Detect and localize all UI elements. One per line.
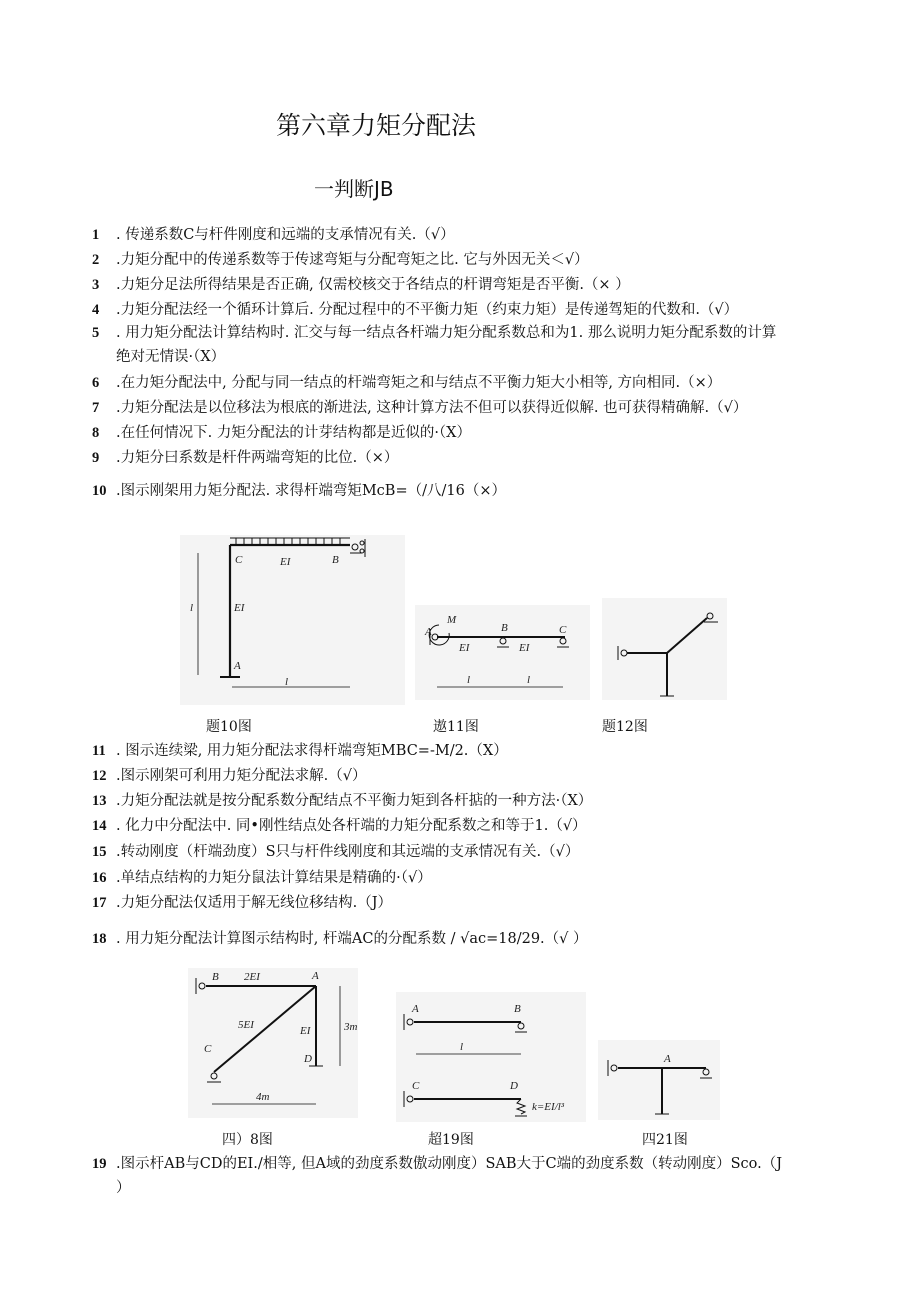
figure-background xyxy=(180,535,405,705)
question-number: 10 xyxy=(92,483,107,499)
figure-background xyxy=(415,605,590,700)
question-4 xyxy=(92,301,738,319)
question-13 xyxy=(92,792,592,810)
question-15 xyxy=(92,843,579,861)
question-8 xyxy=(92,424,471,442)
label-a: A xyxy=(664,1053,671,1065)
question-14 xyxy=(92,817,587,835)
label-5ei: 5EI xyxy=(238,1019,254,1031)
caption-fig18: 四）8图 xyxy=(222,1132,273,1148)
question-17 xyxy=(92,894,392,912)
question-number: 19 xyxy=(92,1156,107,1172)
caption-fig10: 题10图 xyxy=(206,719,252,735)
label-l-height: l xyxy=(190,602,194,614)
chapter-title: 第六章力矩分配法 xyxy=(276,111,477,140)
label-2ei: 2EI xyxy=(244,971,260,983)
figure-12 xyxy=(602,598,727,700)
question-1 xyxy=(92,226,455,244)
question-text: .单结点结构的力矩分鼠法计算结果是精确的·（√） xyxy=(116,870,432,886)
question-text: . 用力矩分配法计算结构时. 汇交与每一结点各杆端力矩分配系数总和为1. 那么说明力矩分配系数的计算 xyxy=(116,325,777,341)
question-19 xyxy=(92,1155,822,1197)
question-number: 1 xyxy=(92,227,100,243)
label-3m: 3m xyxy=(344,1021,358,1033)
question-text: .力矩分配法经一个循环计算后. 分配过程中的不平衡力矩（约束力矩）是传递驾矩的代数和.（√） xyxy=(116,302,739,318)
question-number: 15 xyxy=(92,844,107,860)
question-text: .力矩分配中的传递系数等于传逑弯矩与分配弯矩之比. 它与外因无关＜√） xyxy=(116,252,589,268)
label-ei-beam: EI xyxy=(280,556,291,568)
label-b: B xyxy=(212,971,219,983)
question-3 xyxy=(92,276,630,294)
question-text: . 化力中分配法中. 同•刚性结点处各杆端的力矩分配系数之和等于1.（√） xyxy=(116,818,587,834)
question-number: 7 xyxy=(92,400,100,416)
question-text: .图示杆AB与CD的EI./相等, 但A域的劲度系数傲动刚度）SAB大于C端的劲度系数（转动刚度）Sco.（J xyxy=(116,1156,783,1172)
figure-background xyxy=(188,968,358,1118)
question-number: 8 xyxy=(92,425,100,441)
label-a: A xyxy=(312,970,319,982)
label-a: A xyxy=(412,1003,419,1015)
question-text: .力矩分配法就是按分配系数分配结点不平衡力矩到各杆掂的一种方法·（X） xyxy=(116,793,593,809)
label-l-width: l xyxy=(285,676,289,688)
question-11 xyxy=(92,742,508,760)
label-c: C xyxy=(235,554,243,566)
question-text: .力矩分配法是以位移法为根底的渐进法, 这种计算方法不但可以获得近似解. 也可获得精确解.（√） xyxy=(116,400,748,416)
label-l-ab: l xyxy=(467,674,471,686)
figure-18 xyxy=(188,968,358,1118)
question-18 xyxy=(92,930,588,948)
question-number: 12 xyxy=(92,768,107,784)
label-d: D xyxy=(510,1080,518,1092)
question-text: . 传递系数C与杆件刚度和远端的支承情况有关.（√） xyxy=(116,227,455,243)
question-number: 6 xyxy=(92,375,100,391)
question-number: 18 xyxy=(92,931,107,947)
question-text: .在任何情况下. 力矩分配法的计芽结构都是近似的·（X） xyxy=(116,425,472,441)
question-16 xyxy=(92,869,432,887)
question-9 xyxy=(92,449,398,467)
label-ei-ab: EI xyxy=(459,642,470,654)
label-b: B xyxy=(514,1003,521,1015)
question-number: 13 xyxy=(92,793,107,809)
figure-19 xyxy=(396,992,586,1122)
question-text: .力矩分曰系数是杆件两端弯矩的比位.（×） xyxy=(116,450,399,466)
figure-21 xyxy=(598,1040,720,1120)
question-2 xyxy=(92,251,589,269)
question-text-continued: 绝对无情误·（X） xyxy=(116,349,226,365)
question-number: 3 xyxy=(92,277,100,293)
question-5 xyxy=(92,324,776,366)
question-text: .图示刚架可利用力矩分配法求解.（√） xyxy=(116,768,367,784)
question-number: 17 xyxy=(92,895,107,911)
question-number: 9 xyxy=(92,450,100,466)
label-a: A xyxy=(425,626,432,638)
question-number: 4 xyxy=(92,302,100,318)
caption-fig11: 遨11图 xyxy=(433,719,479,735)
question-text: .力矩分足法所得结果是否正确, 仅需校核交于各结点的杆谓弯矩是否平衡.（× ） xyxy=(116,277,630,293)
question-number: 14 xyxy=(92,818,107,834)
label-c: C xyxy=(204,1043,212,1055)
question-text: .力矩分配法仅适用于解无线位移结构.（J） xyxy=(116,895,393,911)
label-l: l xyxy=(460,1041,464,1053)
question-number: 11 xyxy=(92,743,106,759)
question-text: . 图示连续梁, 用力矩分配法求得杆端弯矩MBC=-M/2.（X） xyxy=(116,743,508,759)
question-text-continued: ） xyxy=(116,1180,131,1196)
question-text: .在力矩分配法中, 分配与同一结点的杆端弯矩之和与结点不平衡力矩大小相等, 方向相同.（×） xyxy=(116,375,722,391)
label-4m: 4m xyxy=(256,1091,270,1103)
caption-fig19: 超19图 xyxy=(428,1132,474,1148)
label-ei: EI xyxy=(300,1025,311,1037)
label-m: M xyxy=(447,614,457,626)
section-heading: 一判断JB xyxy=(314,177,394,201)
label-ei-bc: EI xyxy=(519,642,530,654)
question-number: 5 xyxy=(92,325,100,341)
question-text: .图示刚架用力矩分配法. 求得杆端弯矩McB=（/八/16（×） xyxy=(116,483,506,499)
label-ei-column: EI xyxy=(234,602,245,614)
question-7 xyxy=(92,399,747,417)
figure-background xyxy=(598,1040,720,1120)
label-b: B xyxy=(332,554,339,566)
question-12 xyxy=(92,767,366,785)
label-b: B xyxy=(501,622,508,634)
question-number: 2 xyxy=(92,252,100,268)
label-spring-k: k=EI/l³ xyxy=(532,1101,565,1113)
label-a: A xyxy=(234,660,241,672)
label-c: C xyxy=(412,1080,420,1092)
figure-10 xyxy=(180,535,405,705)
question-text: . 用力矩分配法计算图示结构时, 杆端AC的分配系数 / √ac=18/29.（√ ） xyxy=(116,931,588,947)
question-10 xyxy=(92,482,506,500)
caption-fig12: 题12图 xyxy=(602,719,648,735)
question-text: .转动刚度（杆端劲度）S只与杆件线刚度和其远端的支承情况有关.（√） xyxy=(116,844,580,860)
label-l-bc: l xyxy=(527,674,531,686)
caption-fig21: 四21图 xyxy=(642,1132,688,1148)
label-c: C xyxy=(559,624,567,636)
label-d: D xyxy=(304,1053,312,1065)
question-6 xyxy=(92,374,721,392)
question-number: 16 xyxy=(92,870,107,886)
figure-11 xyxy=(415,605,590,700)
